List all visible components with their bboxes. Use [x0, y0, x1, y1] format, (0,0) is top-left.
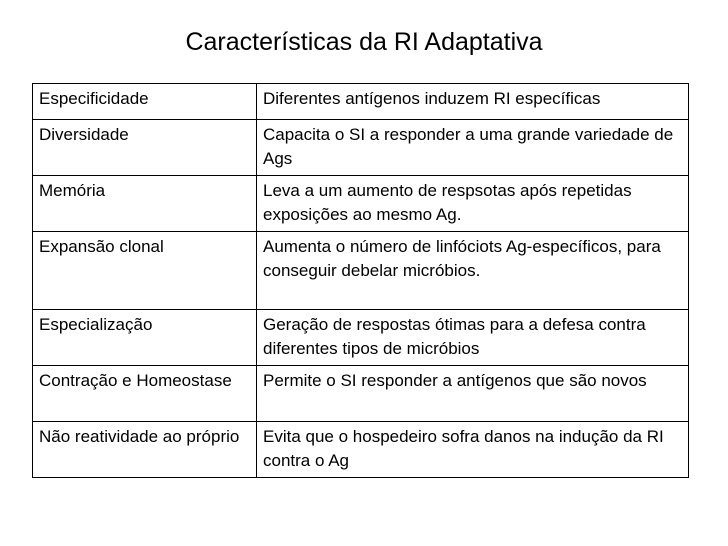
- table-row: [33, 176, 689, 232]
- term-cell: Diversidade: [33, 120, 257, 176]
- term-cell: Memória: [33, 176, 257, 232]
- description-cell: Evita que o hospedeiro sofra danos na indução da RI contra o Ag: [257, 422, 689, 478]
- description-cell: Aumenta o número de linfóciots Ag-específicos, para conseguir debelar micróbios.: [257, 232, 689, 310]
- term-cell: Especialização: [33, 310, 257, 366]
- table-row: [33, 422, 689, 478]
- term-cell: Expansão clonal: [33, 232, 257, 310]
- description-cell: Capacita o SI a responder a uma grande variedade de Ags: [257, 120, 689, 176]
- description-cell: Permite o SI responder a antígenos que são novos: [257, 366, 689, 422]
- term-cell: Não reatividade ao próprio: [33, 422, 257, 478]
- table-row: [33, 232, 689, 310]
- term-cell: Especificidade: [33, 84, 257, 120]
- table-row: [33, 366, 689, 422]
- characteristics-table: [32, 83, 689, 478]
- description-cell: Leva a um aumento de respsotas após repetidas exposições ao mesmo Ag.: [257, 176, 689, 232]
- slide-title: Características da RI Adaptativa: [185, 28, 543, 56]
- description-cell: Geração de respostas ótimas para a defesa contra diferentes tipos de micróbios: [257, 310, 689, 366]
- table-row: [33, 120, 689, 176]
- description-cell: Diferentes antígenos induzem RI específicas: [257, 84, 689, 120]
- table-row: [33, 84, 689, 120]
- term-cell: Contração e Homeostase: [33, 366, 257, 422]
- table-row: [33, 310, 689, 366]
